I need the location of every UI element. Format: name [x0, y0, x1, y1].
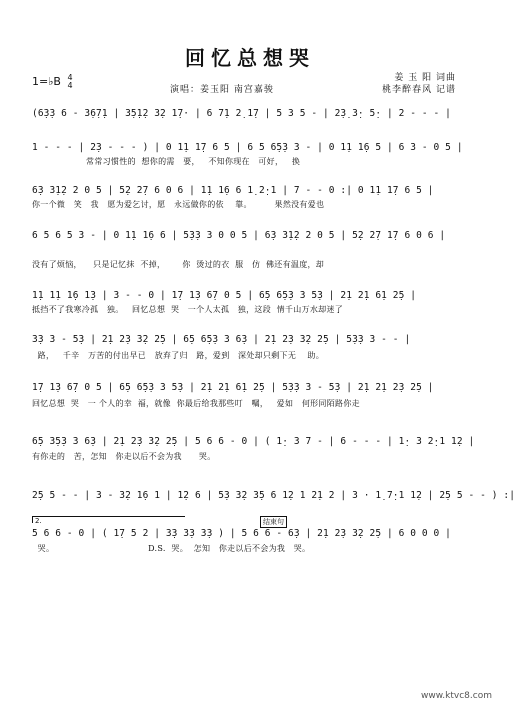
score-line-4: 6 5 6 5 3 - | 0 1̣1 1̣6 6 | 5̣3̣3 3 0 0 5 | 6̣3 3̣1̣2 2 0 5 | 5̣2 2̣7 1̣7 6 0 6 |: [32, 230, 446, 241]
score-line-2: 1 - - - | 2̣3 - - - ) | 0 1̣1 1̣7 6 5 | 6 5 6̣5̣3 3 - | 0 1̣1 1̣6 5 | 6 3 - 0 5 |: [32, 142, 463, 153]
lyric-line-5: 抵挡不了我寒冷孤 独。 回忆总想 哭 一个人太孤 独，这段 情千山万水却迷了: [32, 305, 344, 314]
lyric-line-4: 没有了烦恼， 只是记忆抹 不掉， 你 烫过的衣 服 仿 佛还有温度，却: [32, 260, 325, 269]
watermark: www.ktvc8.com: [421, 691, 492, 701]
volta-second-ending: 2.: [32, 516, 185, 523]
score-line-3: 6̣3 3̣1̣2 2 0 5 | 5̣2 2̣7 6 0 6 | 1̣1 1̣6 6 1̣ 2̣·1 | 7 - - 0 :| 0 1̣1 1̣7 6 5 |: [32, 185, 434, 196]
score-line-6: 3̣3 3 - 5̣3 | 2̣1 2̣3 3̣2 2̣5 | 6̣5 6̣5̣3 3 6̣3 | 2̣1 2̣3 3̣2 2̣5 | 5̣3̣3 3 - - |: [32, 334, 411, 345]
lyric-line-2: 常常习惯性的 想你的需 要， 不知你现在 可好， 换: [32, 157, 301, 166]
lyric-line-10: 哭。 D.S. 哭。 怎知 你走以后不会为我 哭。: [32, 544, 311, 553]
score-line-5: 1̣1 1̣1 1̣6 1̣3 | 3 - - 0 | 1̣7 1̣3 6̣7 0 5 | 6̣5 6̣5̣3 3 5̣3 | 2̣1 2̣1 6̣1 2̣5 |: [32, 290, 417, 301]
key-signature: [32, 74, 73, 90]
lyricist-composer-credit: 姜 玉 阳 词曲: [394, 73, 456, 83]
song-title: 回忆总想哭: [185, 46, 315, 70]
ending-phrase-box: 结束句: [260, 516, 287, 528]
score-line-7: 1̣7 1̣3 6̣7 0 5 | 6̣5 6̣5̣3 3 5̣3 | 2̣1 2̣1 6̣1 2̣5 | 5̣3̣3 3 - 5̣3 | 2̣1 2̣1 2̣3 2̣5 |: [32, 382, 434, 393]
score-line-10: 5 6 6 - 0 | ( 1̣7 5 2 | 3̣3 3̣3 3̣3 ) | 5 6 6 - 6̣3 | 2̣1 2̣3 3̣2 2̣5 | 6 0 0 0 |: [32, 528, 452, 539]
transcriber-credit: 桃李醉春风 记谱: [382, 85, 456, 95]
score-line-8: 6̣5 3̣5̣3 3 6̣3 | 2̣1 2̣3 3̣2 2̣5 | 5 6 6 - 0 | ( 1̣· 3 7 - | 6 - - - | 1̣· 3 2̣·1 1̣2 |: [32, 436, 475, 447]
singers-credit: 演唱：姜玉阳 南宫嘉骏: [170, 85, 274, 95]
lyric-line-3: 你一个微 笑 我 愿为爱乞讨，愿 永远做你的依 靠。 果然没有爱也: [32, 200, 325, 209]
lyric-line-8: 有你走的 苦，怎知 你走以后不会为我 哭。: [32, 452, 216, 461]
time-top: 4: [67, 73, 73, 82]
score-line-9: 2̣5 5 - - | 3 - 3̣2 1̣6 1 | 1̣2 6 | 5̣3 3̣2 3̣5 6 1̣2 1 2̣1 2 | 3 · 1̣ 7̣·1 1̣2 | 2̣5 5 - - ) :|: [32, 490, 515, 501]
score-line-1: (6̣3̣3 6 - 3̣6̣7̣1 | 3̣5̣1̣2 3̣2 1̣7· | 6 7̣1 2̣ 1̣7 | 5 3 5 - | 2̣3̣ 3̣· 5̣· | 2 - - - |: [32, 108, 452, 119]
lyric-line-6: 路， 千辛 万苦的付出早已 放弃了归 路，爱到 深处却只剩下无 助。: [32, 351, 325, 360]
key-label: 1=♭B: [32, 75, 61, 88]
lyric-line-7: 回忆总想 哭 一 个人的幸 福，就像 你最后给我那些叮 嘱， 爱如 何形同陌路你走: [32, 399, 360, 408]
time-signature: [67, 74, 72, 90]
time-bottom: 4: [67, 81, 73, 90]
